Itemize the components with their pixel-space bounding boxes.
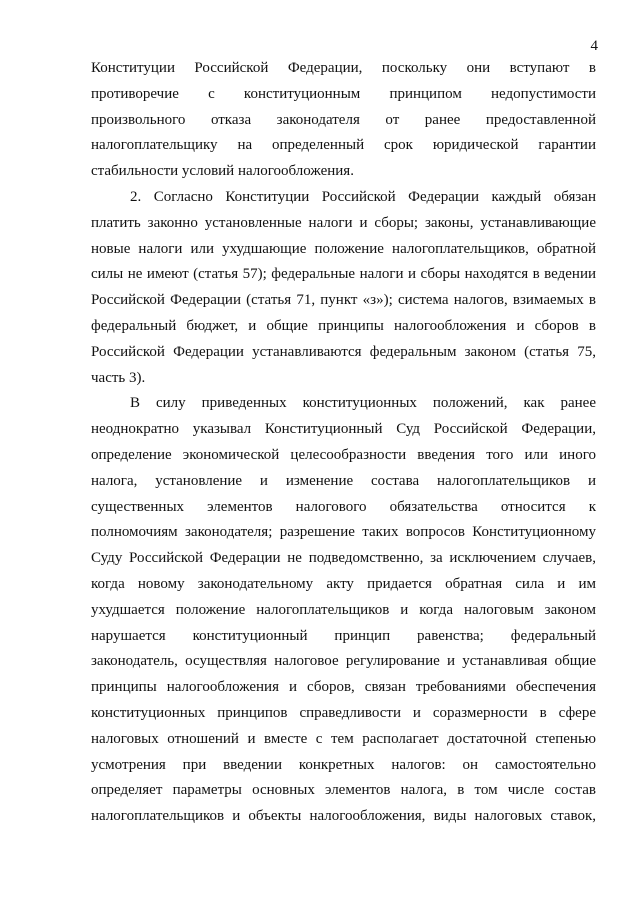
text-line: противоречие с конституционным принципом недопустимости (91, 85, 596, 102)
text-line: законодатель, осуществляя налоговое регулирование и устанавливая общие (91, 653, 596, 670)
text-line: определяет параметры основных элементов налога, в том числе состав (91, 782, 596, 799)
text-line: произвольного отказа законодателя от ранее предоставленной (91, 111, 596, 128)
text-line: федеральный бюджет, и общие принципы налогообложения и сборов в (91, 317, 596, 334)
paragraph-1 (91, 56, 596, 185)
text-line: усмотрения при введении конкретных налогов: он самостоятельно (91, 756, 596, 773)
text-line: принципы налогообложения и сборов, связан требованиями обеспечения (91, 679, 596, 696)
page-number: 4 (590, 38, 598, 54)
paragraph-3 (91, 391, 596, 830)
text-line: часть 3). (91, 369, 146, 386)
text-line: платить законно установленные налоги и сборы; законы, устанавливающие (91, 214, 596, 231)
text-line: неоднократно указывал Конституционный Суд Российской Федерации, (91, 421, 596, 438)
text-line: Суду Российской Федерации не подведомственно, за исключением случаев, (91, 550, 596, 567)
text-line: нарушается конституционный принцип равенства; федеральный (91, 627, 596, 644)
text-line: стабильности условий налогообложения. (91, 163, 354, 180)
text-line: Российской Федерации устанавливаются федеральным законом (статья 75, (91, 343, 596, 360)
text-line: полномочиям законодателя; разрешение таких вопросов Конституционному (91, 524, 596, 541)
text-line: конституционных принципов справедливости и соразмерности в сфере (91, 704, 596, 721)
text-line: когда новому законодательному акту придается обратная сила и им (91, 575, 596, 592)
text-line: налоговых отношений и вместе с тем располагает достаточной степенью (91, 730, 596, 747)
text-line: существенных элементов налогового обязательства относится к (91, 498, 596, 515)
text-line: ухудшается положение налогоплательщиков и когда налоговым законом (91, 601, 596, 618)
text-line: В силу приведенных конституционных положений, как ранее (130, 395, 596, 412)
text-line: налогоплательщику на определенный срок юридической гарантии (91, 137, 596, 154)
text-line: определение экономической целесообразности введения того или иного (91, 446, 596, 463)
text-line: силы не имеют (статья 57); федеральные налоги и сборы находятся в ведении (91, 266, 596, 283)
text-line: Российской Федерации (статья 71, пункт «з»); система налогов, взимаемых в (91, 292, 596, 309)
text-line: налогоплательщиков и объекты налогообложения, виды налоговых ставок, (91, 808, 596, 825)
text-line: Конституции Российской Федерации, поскольку они вступают в (91, 60, 596, 76)
text-line: новые налоги или ухудшающие положение налогоплательщиков, обратной (91, 240, 596, 257)
text-line: 2. Согласно Конституции Российской Федерации каждый обязан (130, 188, 596, 205)
document-body (91, 56, 596, 830)
paragraph-2 (91, 185, 596, 391)
text-line: налога, установление и изменение состава налогоплательщиков и (91, 472, 596, 489)
